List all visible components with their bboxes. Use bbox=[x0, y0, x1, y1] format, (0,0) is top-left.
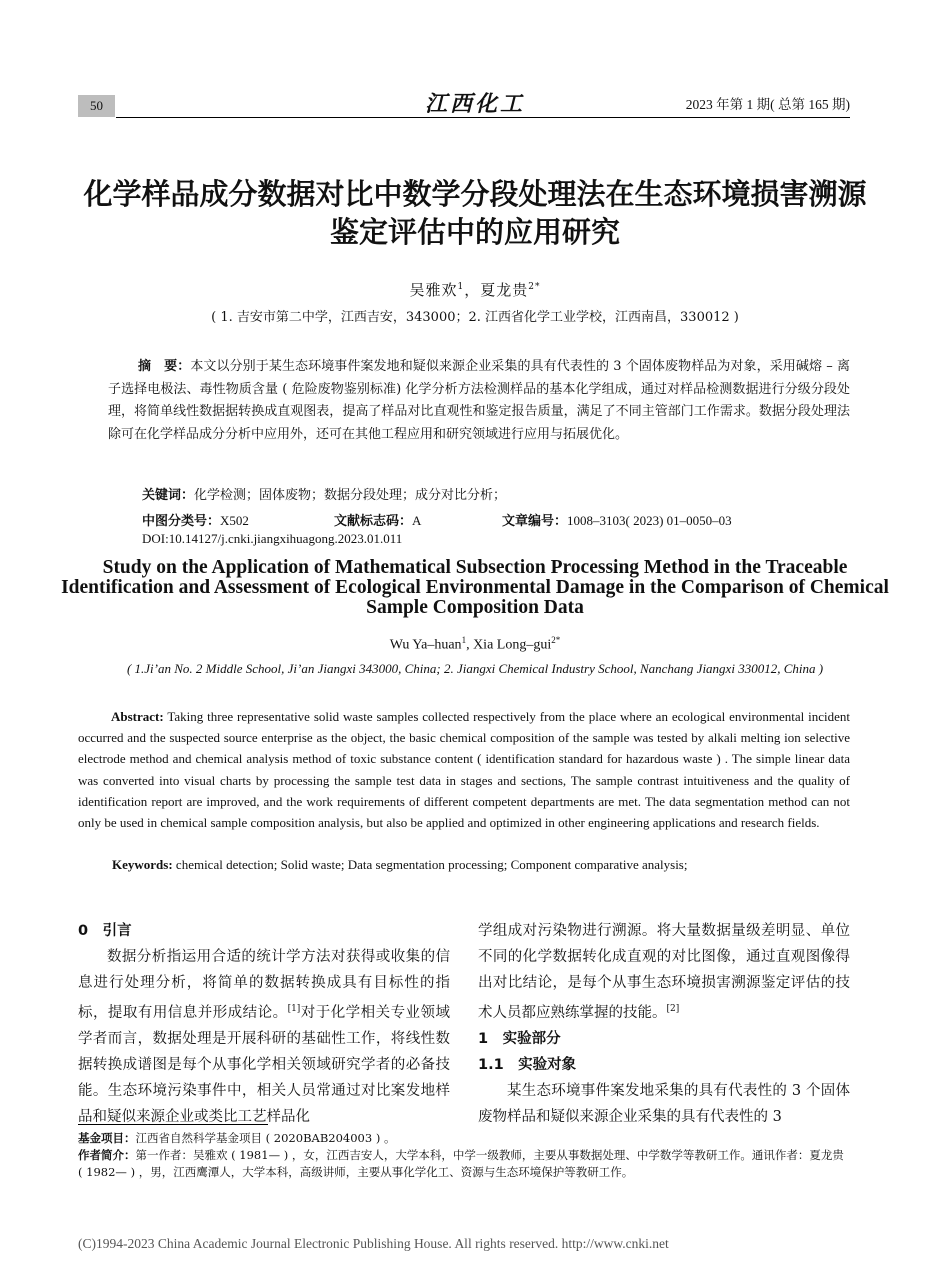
page-number: 50 bbox=[90, 98, 103, 113]
doi: DOI:10.14127/j.cnki.jiangxihuagong.2023.01.011 bbox=[142, 531, 403, 546]
funding-label: 基金项目： bbox=[78, 1131, 136, 1145]
author-2-en-affil: 2* bbox=[551, 635, 561, 645]
journal-logo: 江西化工 bbox=[425, 91, 526, 117]
page-number-box bbox=[78, 95, 115, 117]
author-note-label: 作者简介： bbox=[78, 1148, 136, 1162]
keywords-en-text: chemical detection; Solid waste; Data segmentation processing; Component comparative analysis; bbox=[172, 857, 688, 872]
funding-text: 江西省自然科学基金项目 ( 2020BAB204003 ) 。 bbox=[135, 1131, 396, 1145]
keywords-chinese bbox=[142, 484, 506, 503]
abstract-en-label: Abstract: bbox=[111, 709, 164, 724]
author-separator: ， bbox=[464, 281, 481, 299]
copyright-notice: (C)1994-2023 China Academic Journal Electronic Publishing House. All rights reserved. http://www.cnki.net bbox=[78, 1236, 669, 1251]
art-label: 文章编号： bbox=[502, 514, 568, 529]
footnote-rule bbox=[78, 1124, 268, 1125]
article-number bbox=[502, 510, 732, 529]
body-column-right bbox=[478, 918, 850, 1130]
authors-english bbox=[0, 635, 950, 654]
section-1-heading: 1 实验部分 bbox=[478, 1030, 561, 1047]
footnotes bbox=[78, 1130, 850, 1181]
intro-text-left: 对于化学相关专业领域学者而言，数据处理是开展科研的基础性工作，将线性数据转换成谱图是每个从事化学相关领域研究学者的必备技能。生态环境污染事件中，相关人员常通过对比案发地样品和疑似来源企业或类比工艺样品化 bbox=[78, 1004, 450, 1125]
author-note-text: 第一作者：吴雅欢 ( 1981— ) ，女，江西吉安人，大学本科，中学一级教师，主要从事数据处理、中学数学等教研工作。通讯作者：夏龙贵 ( 1982— ) ，男，江西鹰潭人，大学本科，高级讲师，主要从事化学化工、资源与生态环境保护等教研工作。 bbox=[78, 1148, 844, 1179]
paragraph-intro bbox=[78, 944, 450, 1130]
art-value: 1008–3103( 2023) 01–0050–03 bbox=[567, 513, 732, 528]
author-note bbox=[78, 1147, 850, 1181]
abstract-chinese bbox=[108, 356, 850, 446]
abstract-text: 本文以分别于某生态环境事件案发地和疑似来源企业采集的具有代表性的 3 个固体废物样品为对象，采用碱熔 – 离子选择电极法、毒性物质含量 ( 危险废物鉴别标准) 化学分析方法检测样品的基本化学组成，通过对样品检测数据进行分级分段处理，将简单线性数据据转换成直观图表，提高了样品对比直观性和鉴定报告质量，满足了不同主管部门工作需求。数据分段处理法除可在化学样品成分分析中应用外，还可在其他工程应用和研究领域进行应用与拓展优化。 bbox=[108, 359, 850, 442]
author-1: 吴雅欢 bbox=[409, 281, 458, 299]
body-column-left bbox=[78, 918, 450, 1130]
keywords-text: 化学检测；固体废物；数据分段处理；成分对比分析； bbox=[194, 488, 507, 503]
issue-info: 2023 年第 1 期( 总第 165 期) bbox=[685, 97, 850, 112]
author-en-separator: , bbox=[466, 637, 474, 653]
keywords-label: 关键词： bbox=[142, 488, 195, 503]
keywords-en-label: Keywords: bbox=[112, 857, 173, 872]
clc-value: X502 bbox=[220, 513, 249, 528]
section-0-heading: 0 引言 bbox=[78, 923, 132, 939]
abstract-english bbox=[78, 706, 850, 833]
citation-2: [2] bbox=[666, 1004, 680, 1014]
intro-text-right: 学组成对污染物进行溯源。将大量数据量级差明显、单位不同的化学数据转化成直观的对比图像，通过直观图像得出对比结论，是每个从事生态环境损害溯源鉴定评估的技术人员都应熟练掌握的技能。[2] bbox=[478, 923, 850, 1021]
author-2-affil: 2* bbox=[528, 282, 541, 292]
title-english: Study on the Application of Mathematical Subsection Processing Method in the Traceable Identification and Assessment of Ecological Environmental Damage in the Comparison of Chemical Sample Composition Data bbox=[61, 557, 889, 618]
author-2-en: Xia Long–gui bbox=[473, 637, 552, 653]
citation-1: [1] bbox=[287, 1004, 301, 1014]
clc-number bbox=[142, 510, 249, 529]
keywords-english bbox=[112, 857, 687, 873]
clc-label: 中图分类号： bbox=[142, 514, 221, 529]
abstract-label: 摘 要： bbox=[138, 359, 191, 374]
affiliation-chinese: ( 1. 吉安市第二中学，江西吉安，343000；2. 江西省化学工业学校，江西南昌，330012 ) bbox=[211, 310, 739, 325]
abstract-en-text: Taking three representative solid waste samples collected respectively from the place where an ecological environmental incident occurred and the suspected source enterprise as the object, the basic chemical composition of the sample was tested by alkali melting ion selective electrode method and chemical analysis method of toxic substance content ( identification standard for hazardous waste ) . The simple linear data was converted into visual charts by processing the sample test data in stages and sections, The sample contrast intuitiveness and the quality of identification report are improved, and the work requirements of different competent departments are met. The data segmentation method can not only be used in chemical sample composition analysis, but also be applied and optimized in other engineering applications and research fields. bbox=[78, 709, 850, 831]
title-chinese: 化学样品成分数据对比中数学分段处理法在生态环境损害溯源鉴定评估中的应用研究 bbox=[83, 177, 867, 249]
affiliation-english: ( 1.Ji’an No. 2 Middle School, Ji’an Jiangxi 343000, China; 2. Jiangxi Chemical Industry School, Nanchang Jiangxi 330012, China ) bbox=[126, 661, 824, 676]
doc-label: 文献标志码： bbox=[334, 514, 413, 529]
author-1-en: Wu Ya–huan bbox=[389, 637, 462, 653]
intro-text-a: 数据分析指运用合适的统计学方法对获得或收集的信息进行处理分析，将简单的数据转换成具有目标性的指标，提取有用信息并形成结论。 bbox=[78, 949, 450, 1021]
section-1-1-heading: 1.1 实验对象 bbox=[478, 1056, 577, 1073]
funding-note bbox=[78, 1130, 850, 1147]
document-code bbox=[334, 510, 421, 529]
author-1-affil: 1 bbox=[457, 282, 465, 292]
doc-value: A bbox=[412, 513, 422, 528]
author-2: 夏龙贵 bbox=[480, 281, 529, 299]
author-1-en-affil: 1 bbox=[461, 635, 467, 645]
paragraph-experiment-object: 某生态环境事件案发地采集的具有代表性的 3 个固体废物样品和疑似来源企业采集的具有代表性的 3 bbox=[478, 1082, 850, 1125]
authors-chinese bbox=[0, 279, 950, 300]
